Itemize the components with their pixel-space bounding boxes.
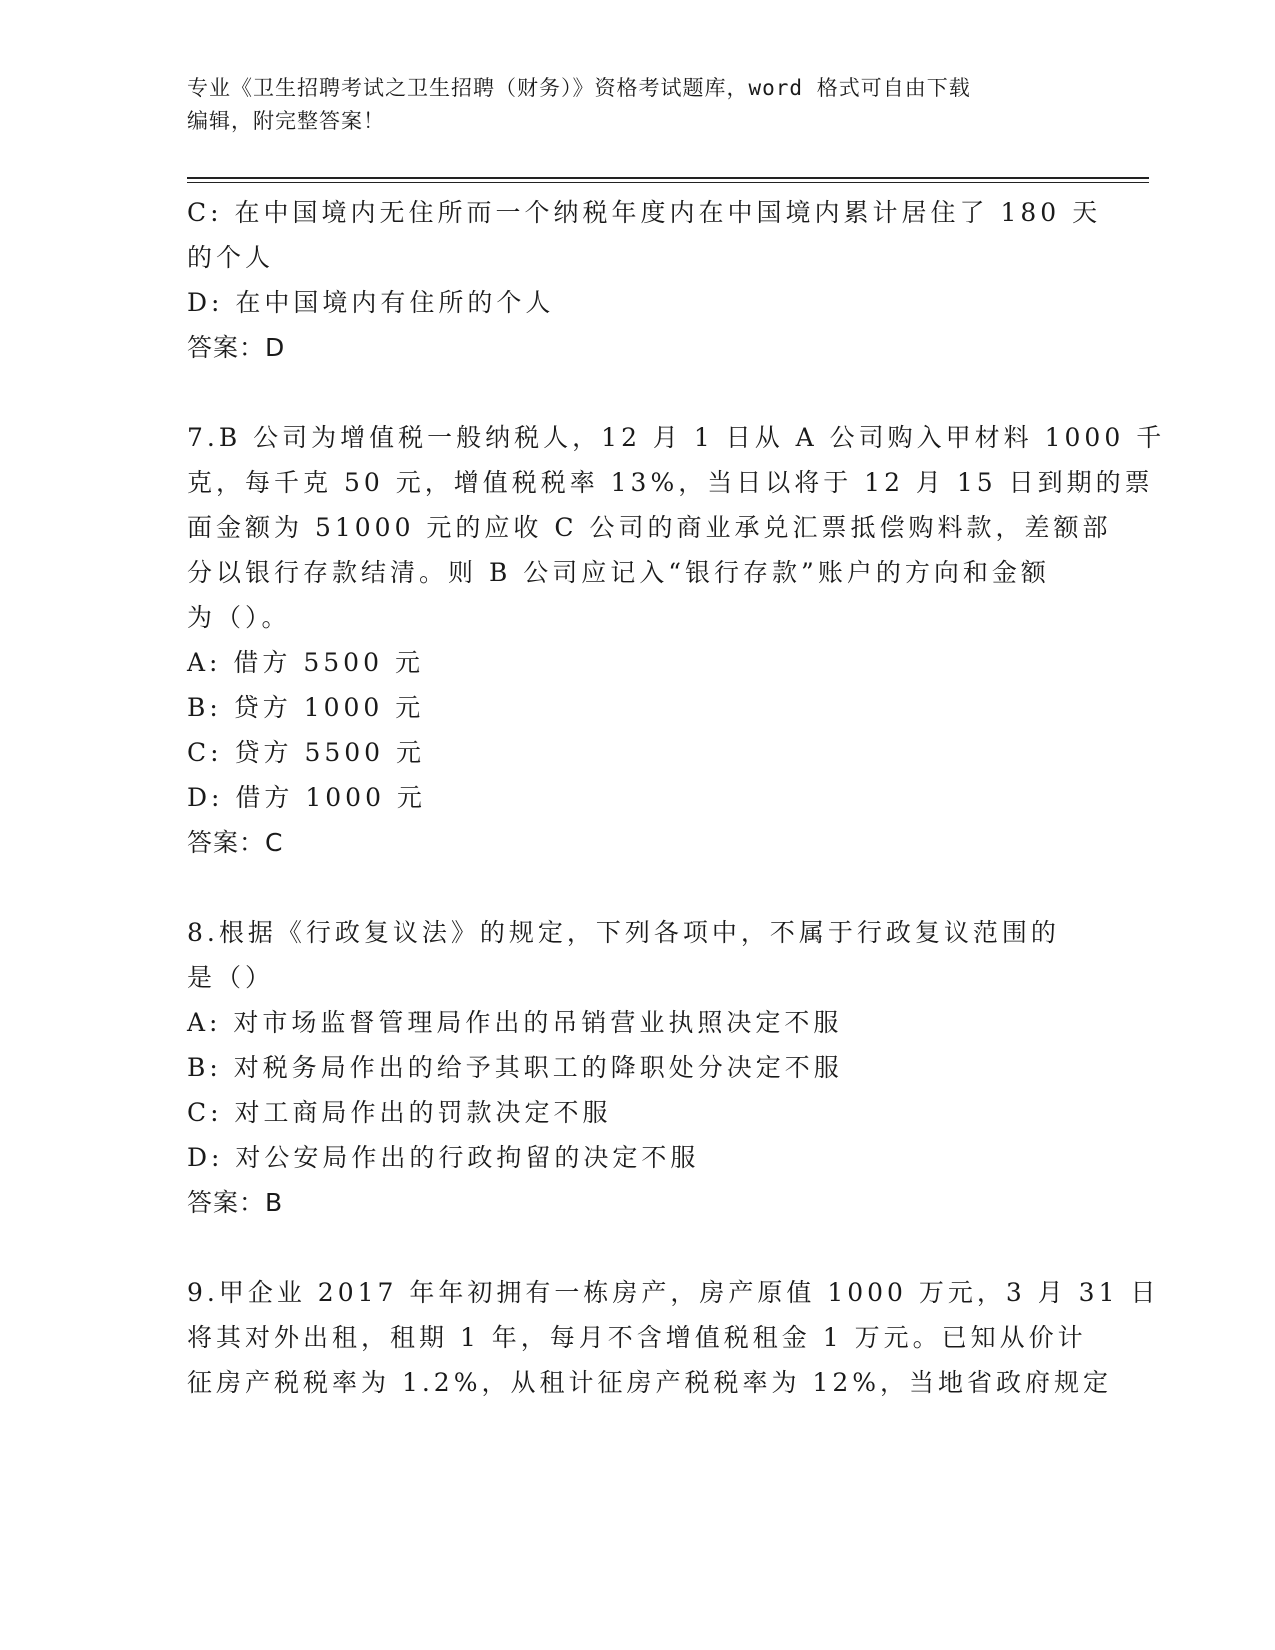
question-stem-line: 克，每千克 50 元，增值税税率 13%，当日以将于 12 月 15 日到期的票 [187,468,1154,497]
question-stem-line: 分以银行存款结清。则 B 公司应记入“银行存款”账户的方向和金额 [187,558,1050,587]
question-stem-line: 是（） [187,963,275,992]
document-header [187,72,1067,138]
answer-line: 答案：D [187,333,286,362]
header-line: 专业《卫生招聘考试之卫生招聘（财务）》资格考试题库，word 格式可自由下载 [187,76,971,100]
spacer [187,1225,1087,1270]
question-stem-line: 征房产税税率为 1.2%，从租计征房产税税率为 12%，当地省政府规定 [187,1368,1112,1397]
option-d: D: 借方 1000 元 [187,783,426,812]
spacer [187,865,1087,910]
question-stem-line: 9.甲企业 2017 年年初拥有一栋房产，房产原值 1000 万元，3 月 31 日 [187,1278,1160,1307]
option-b: B: 贷方 1000 元 [187,693,425,722]
option-a: A: 借方 5500 元 [187,648,424,677]
option-a: A: 对市场监督管理局作出的吊销营业执照决定不服 [187,1008,843,1037]
option-line: 的个人 [187,243,275,272]
question-stem-line: 将其对外出租，租期 1 年，每月不含增值税租金 1 万元。已知从价计 [187,1323,1087,1352]
option-line: D: 在中国境内有住所的个人 [187,288,555,317]
answer-line: 答案：C [187,828,284,857]
question-9 [187,1270,1160,1405]
question-stem-line: 面金额为 51000 元的应收 C 公司的商业承兑汇票抵偿购料款，差额部 [187,513,1112,542]
answer-line: 答案：B [187,1188,284,1217]
header-rule-thin [187,182,1149,183]
spacer [187,370,1087,415]
question-7 [187,415,1166,865]
header-rule [187,177,1149,179]
header-line: 编辑，附完整答案！ [187,109,385,133]
option-c: C: 贷方 5500 元 [187,738,426,767]
document-body [187,190,1166,1405]
option-c: C: 对工商局作出的罚款决定不服 [187,1098,612,1127]
option-b: B: 对税务局作出的给予其职工的降职处分决定不服 [187,1053,843,1082]
question-stem-line: 8.根据《行政复议法》的规定，下列各项中，不属于行政复议范围的 [187,918,1060,947]
question-8 [187,910,1087,1225]
question-stem-line: 为（）。 [187,603,291,632]
question-stem-line: 7.B 公司为增值税一般纳税人，12 月 1 日从 A 公司购入甲材料 1000 千 [187,423,1166,452]
option-d: D: 对公安局作出的行政拘留的决定不服 [187,1143,700,1172]
question-6-tail [187,190,1102,370]
option-line: C: 在中国境内无住所而一个纳税年度内在中国境内累计居住了 180 天 [187,198,1102,227]
